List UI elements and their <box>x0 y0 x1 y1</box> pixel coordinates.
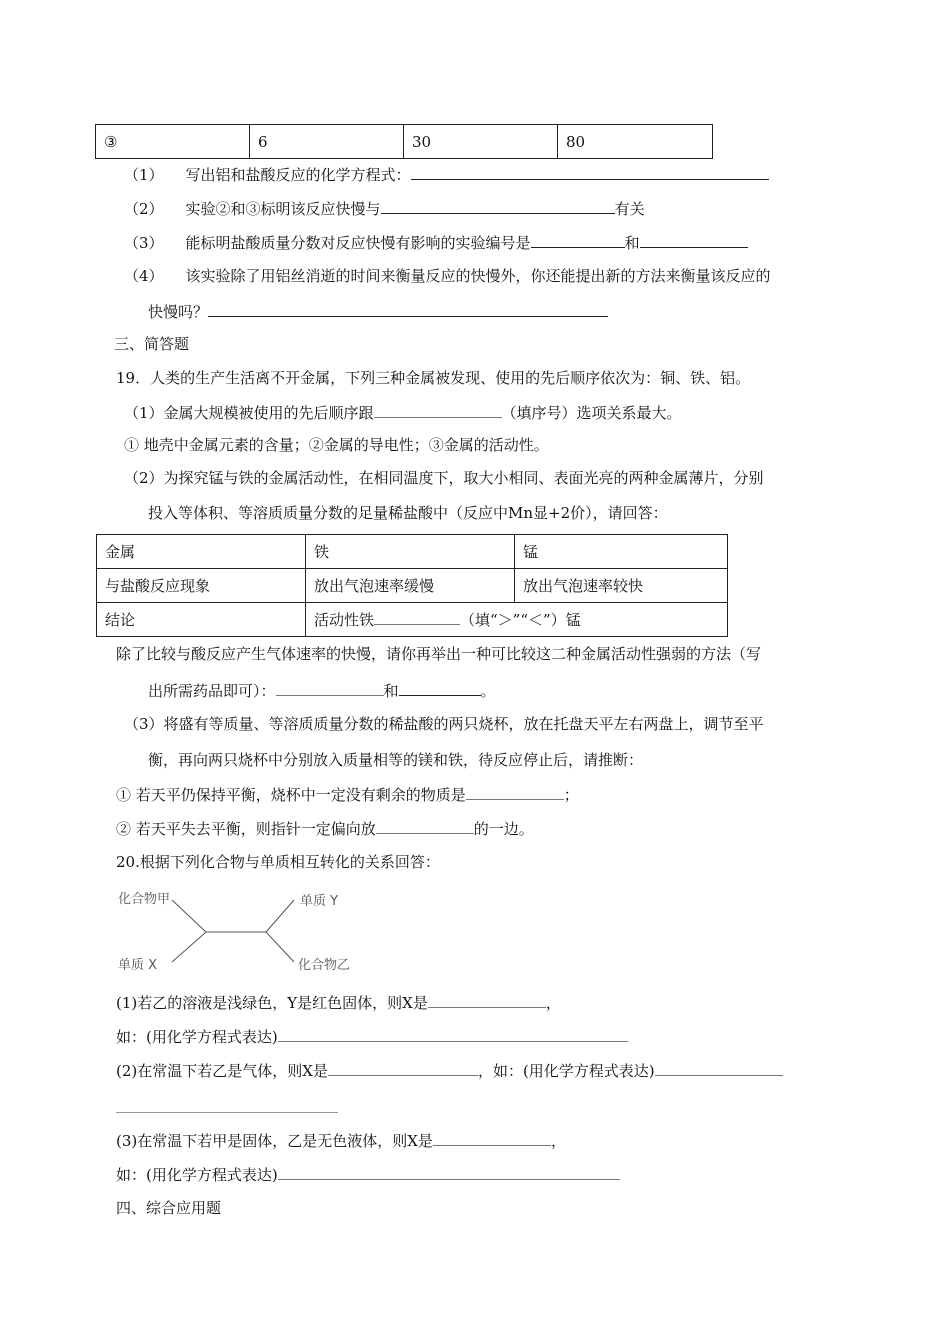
q19-options: ① 地壳中金属元素的含量；②金属的导电性；③金属的活动性。 <box>124 436 549 454</box>
q20-title: 20.根据下列化合物与单质相互转化的关系回答： <box>116 853 440 871</box>
answer-blank[interactable] <box>374 402 502 418</box>
answer-blank[interactable] <box>411 164 769 180</box>
answer-blank[interactable] <box>428 992 546 1008</box>
table-cell: 结论 <box>97 603 306 637</box>
table-cell: 30 <box>404 125 558 159</box>
table-header-cell: 锰 <box>515 535 728 569</box>
q18-item-4: （4） 该实验除了用铝丝消逝的时间来衡量反应的快慢外，你还能提出新的方法来衡量该反应的 <box>124 267 771 285</box>
transformation-diagram <box>112 884 372 976</box>
q19-extra-cont: 出所需药品即可）： 和 。 <box>148 682 496 700</box>
q19-result-2: ② 若天平失去平衡，则指针一定偏向放 的一边。 <box>116 820 534 838</box>
answer-blank[interactable] <box>278 1026 628 1042</box>
answer-blank[interactable] <box>531 232 625 248</box>
table-cell: 6 <box>250 125 404 159</box>
answer-blank[interactable] <box>433 1130 551 1146</box>
section-heading: 三、简答题 <box>114 335 190 353</box>
q19-part2-cont: 投入等体积、等溶质质量分数的足量稀盐酸中（反应中Mn显+2价），请回答： <box>148 504 668 522</box>
q19-part1: （1）金属大规模被使用的先后顺序跟 （填序号）选项关系最大。 <box>124 404 682 422</box>
answer-blank[interactable] <box>381 198 615 214</box>
table-cell: ③ <box>96 125 250 159</box>
q19-part3-cont: 衡，再向两只烧杯中分别放入质量相等的镁和铁，待反应停止后，请推断： <box>148 751 644 769</box>
q18-item-3: （3） 能标明盐酸质量分数对反应快慢有影响的实验编号是 和 <box>124 232 748 253</box>
q20-item-3: (3)在常温下若甲是固体，乙是无色液体，则X是 ， <box>116 1132 566 1150</box>
answer-blank-continued[interactable] <box>116 1112 338 1113</box>
answer-blank[interactable] <box>376 818 474 834</box>
q18-item-4-cont: 快慢吗？ <box>148 301 608 322</box>
answer-blank[interactable] <box>655 1060 783 1076</box>
q20-item-2: (2)在常温下若乙是气体，则X是 ，如：(用化学方程式表达) <box>116 1060 783 1081</box>
q20-item-1-eq: 如：(用化学方程式表达) <box>116 1026 628 1047</box>
answer-blank[interactable] <box>640 232 748 248</box>
q18-item-1: （1） 写出铝和盐酸反应的化学方程式： <box>124 164 769 185</box>
q19-extra: 除了比较与酸反应产生气体速率的快慢，请你再举出一种可比较这二种金属活动性强弱的方法（写 <box>116 645 762 663</box>
section-heading: 四、综合应用题 <box>116 1199 222 1217</box>
table-cell: 放出气泡速率缓慢 <box>306 569 515 603</box>
label-compound-jia: 化合物甲 <box>118 892 171 907</box>
answer-blank[interactable] <box>399 680 481 696</box>
q19-part3: （3）将盛有等质量、等溶质质量分数的稀盐酸的两只烧杯，放在托盘天平左右两盘上，调节至平 <box>124 715 764 733</box>
q19-result-1: ① 若天平仍保持平衡，烧杯中一定没有剩余的物质是 ； <box>116 786 579 804</box>
table-header-cell: 铁 <box>306 535 515 569</box>
q19-part2: （2）为探究锰与铁的金属活动性，在相同温度下，取大小相同、表面光亮的两种金属薄片，分别 <box>124 469 764 487</box>
q19-title: 19．人类的生产生活离不开金属，下列三种金属被发现、使用的先后顺序依次为：铜、铁、铝。 <box>116 369 751 387</box>
q20-item-3-eq: 如：(用化学方程式表达) <box>116 1164 620 1185</box>
answer-blank[interactable] <box>466 784 564 800</box>
answer-blank[interactable] <box>278 1164 620 1180</box>
metal-table <box>96 534 728 637</box>
table-cell-conclusion: 活动性铁 （填“＞”“＜”）锰 <box>306 603 728 637</box>
experiment-table <box>95 124 713 159</box>
table-cell: 与盐酸反应现象 <box>97 569 306 603</box>
answer-blank[interactable] <box>374 609 460 625</box>
table-cell: 放出气泡速率较快 <box>515 569 728 603</box>
answer-blank[interactable] <box>208 301 608 317</box>
table-header-cell: 金属 <box>97 535 306 569</box>
answer-blank[interactable] <box>276 680 384 696</box>
answer-blank[interactable] <box>328 1060 478 1076</box>
label-element-y: 单质 Y <box>300 894 339 909</box>
q18-item-2: （2） 实验②和③标明该反应快慢与 有关 <box>124 200 645 218</box>
q20-item-1: (1)若乙的溶液是浅绿色，Y是红色固体，则X是 ， <box>116 994 561 1012</box>
label-compound-yi: 化合物乙 <box>298 958 351 973</box>
table-cell: 80 <box>558 125 713 159</box>
label-element-x: 单质 X <box>118 958 158 973</box>
